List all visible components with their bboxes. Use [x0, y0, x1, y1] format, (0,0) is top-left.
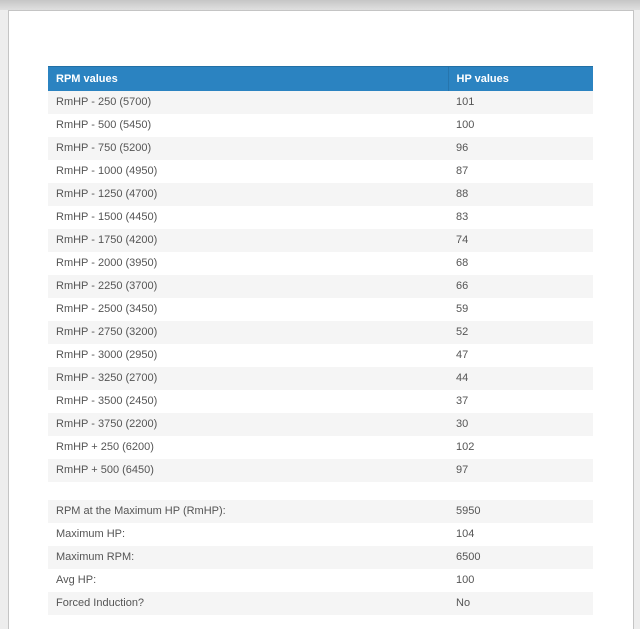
content-card	[8, 10, 634, 629]
summary-table	[48, 500, 593, 615]
hp-cell: 52	[448, 321, 593, 344]
hp-cell: 87	[448, 160, 593, 183]
table-row	[48, 569, 593, 592]
table-row	[48, 137, 593, 160]
page-top-band	[0, 0, 640, 10]
hp-cell: 44	[448, 367, 593, 390]
table-row	[48, 390, 593, 413]
summary-table-body	[48, 500, 593, 615]
rpm-table-body	[48, 91, 593, 482]
rpm-cell: RmHP - 1000 (4950)	[48, 160, 448, 183]
hp-cell: 102	[448, 436, 593, 459]
table-row	[48, 344, 593, 367]
hp-cell: 88	[448, 183, 593, 206]
summary-label-cell: RPM at the Maximum HP (RmHP):	[48, 500, 448, 523]
hp-cell: 97	[448, 459, 593, 482]
rpm-cell: RmHP - 250 (5700)	[48, 91, 448, 114]
table-row	[48, 367, 593, 390]
rpm-cell: RmHP - 2750 (3200)	[48, 321, 448, 344]
hp-cell: 37	[448, 390, 593, 413]
table-row	[48, 413, 593, 436]
table-row	[48, 183, 593, 206]
summary-value-cell: No	[448, 592, 593, 615]
rpm-cell: RmHP - 1750 (4200)	[48, 229, 448, 252]
hp-cell: 47	[448, 344, 593, 367]
rpm-values-column-header: RPM values	[48, 67, 448, 91]
rpm-cell: RmHP - 500 (5450)	[48, 114, 448, 137]
hp-cell: 68	[448, 252, 593, 275]
hp-cell: 100	[448, 114, 593, 137]
rpm-cell: RmHP - 3250 (2700)	[48, 367, 448, 390]
table-row	[48, 252, 593, 275]
table-row	[48, 436, 593, 459]
summary-value-cell: 104	[448, 523, 593, 546]
rpm-cell: RmHP - 3000 (2950)	[48, 344, 448, 367]
rpm-cell: RmHP - 3500 (2450)	[48, 390, 448, 413]
hp-values-column-header: HP values	[448, 67, 593, 91]
rpm-cell: RmHP - 750 (5200)	[48, 137, 448, 160]
rpm-cell: RmHP - 1500 (4450)	[48, 206, 448, 229]
table-row	[48, 298, 593, 321]
rpm-cell: RmHP - 3750 (2200)	[48, 413, 448, 436]
hp-cell: 66	[448, 275, 593, 298]
table-row	[48, 91, 593, 114]
hp-cell: 96	[448, 137, 593, 160]
rpm-cell: RmHP - 2250 (3700)	[48, 275, 448, 298]
table-row	[48, 592, 593, 615]
rpm-cell: RmHP + 500 (6450)	[48, 459, 448, 482]
hp-cell: 59	[448, 298, 593, 321]
hp-cell: 30	[448, 413, 593, 436]
rpm-hp-table	[48, 66, 593, 482]
table-row	[48, 321, 593, 344]
hp-cell: 83	[448, 206, 593, 229]
summary-label-cell: Avg HP:	[48, 569, 448, 592]
table-row	[48, 500, 593, 523]
summary-value-cell: 6500	[448, 546, 593, 569]
table-row	[48, 114, 593, 137]
table-row	[48, 160, 593, 183]
table-row	[48, 523, 593, 546]
summary-value-cell: 100	[448, 569, 593, 592]
table-header-row	[48, 67, 593, 91]
summary-label-cell: Maximum HP:	[48, 523, 448, 546]
summary-label-cell: Maximum RPM:	[48, 546, 448, 569]
table-row	[48, 459, 593, 482]
table-row	[48, 206, 593, 229]
rpm-cell: RmHP - 2500 (3450)	[48, 298, 448, 321]
summary-value-cell: 5950	[448, 500, 593, 523]
hp-cell: 101	[448, 91, 593, 114]
table-row	[48, 546, 593, 569]
table-row	[48, 275, 593, 298]
hp-cell: 74	[448, 229, 593, 252]
rpm-cell: RmHP - 1250 (4700)	[48, 183, 448, 206]
rpm-cell: RmHP + 250 (6200)	[48, 436, 448, 459]
summary-label-cell: Forced Induction?	[48, 592, 448, 615]
table-row	[48, 229, 593, 252]
rpm-cell: RmHP - 2000 (3950)	[48, 252, 448, 275]
